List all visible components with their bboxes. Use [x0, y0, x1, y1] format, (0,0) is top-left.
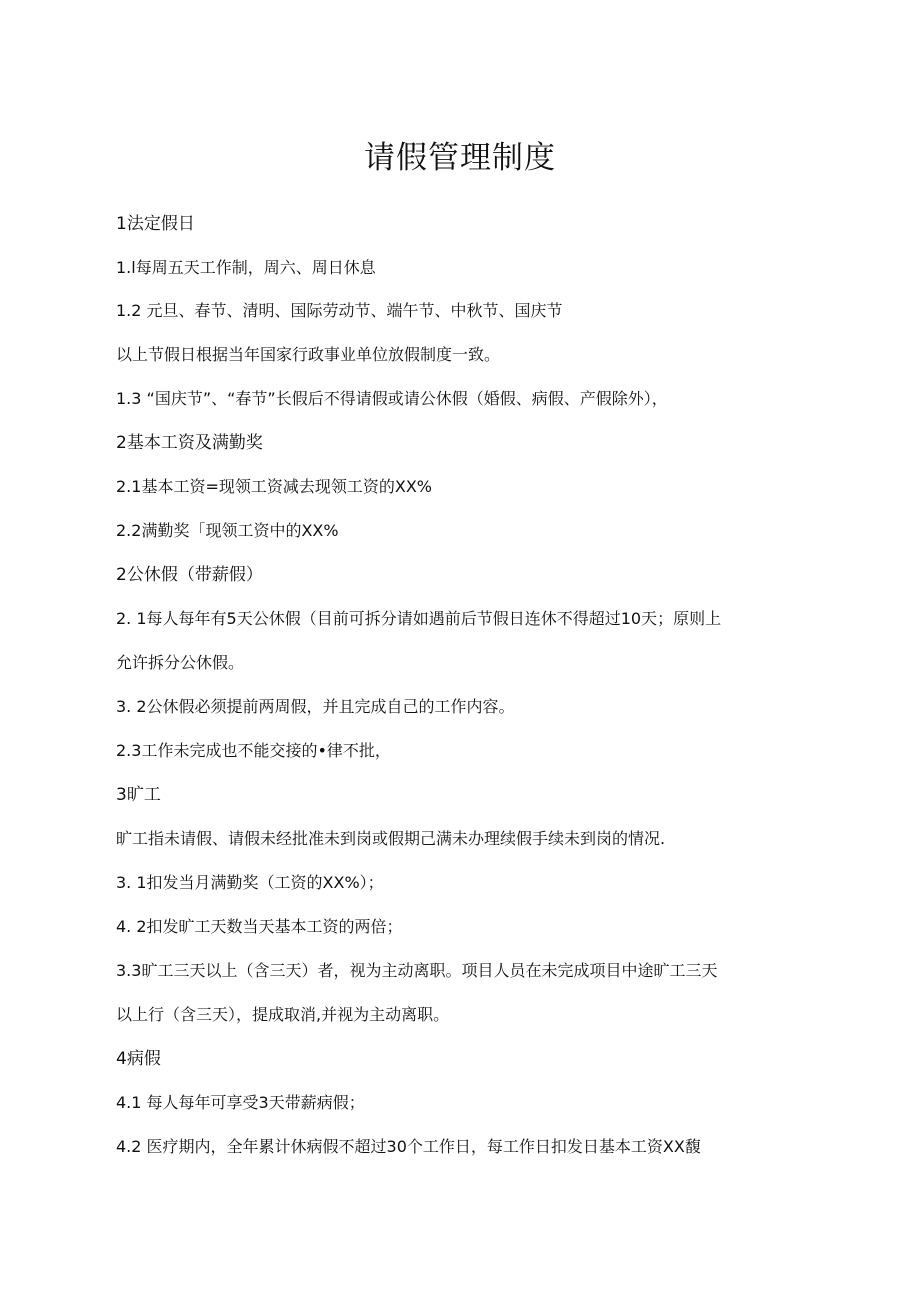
paragraph-absence-definition: 旷工指未请假、请假未经批准未到岗或假期己满未办理续假手续未到岗的情况. [116, 829, 666, 848]
paragraph-absence-2: 4. 2扣发旷工天数当天基本工资的两倍； [116, 917, 403, 936]
paragraph-paid-leave-1: 2. 1每人每年有5天公休假（目前可拆分请如遇前后节假日连休不得超过10天；原则上 [116, 609, 722, 628]
paragraph-2-3: 2.3工作未完成也不能交接的•律不批， [116, 741, 391, 760]
paragraph-1-1: 1.l每周五天工作制，周六、周日休息 [116, 258, 376, 277]
paragraph-2-1: 2.1基本工资=现领工资减去现领工资的XX% [116, 477, 432, 496]
paragraph-1-3: 1.3 “国庆节”、“春节”长假后不得请假或请公休假（婚假、病假、产假除外）， [116, 389, 668, 408]
paragraph-2-2: 2.2满勤奖「现领工资中的XX% [116, 521, 339, 540]
document-title: 请假管理制度 [364, 140, 556, 176]
section-heading-paid-leave: 2公休假（带薪假） [116, 565, 263, 585]
paragraph-holiday-note: 以上节假日根据当年国家行政事业单位放假制度一致。 [116, 345, 501, 364]
section-heading-holidays: 1法定假日 [116, 214, 195, 234]
paragraph-4-2: 4.2 医疗期内，全年累计休病假不超过30个工作日，每工作日扣发日基本工资XX馥 [116, 1137, 701, 1156]
paragraph-paid-leave-1-cont: 允许拆分公休假。 [116, 653, 245, 672]
section-heading-salary: 2基本工资及满勤奖 [116, 433, 263, 453]
paragraph-3-3: 3.3旷工三天以上（含三天）者，视为主动离职。项目人员在未完成项目中途旷工三天 [116, 961, 718, 980]
paragraph-4-1: 4.1 每人每年可享受3天带薪病假； [116, 1093, 365, 1112]
section-heading-absence: 3旷工 [116, 785, 161, 805]
section-heading-sick-leave: 4病假 [116, 1049, 161, 1069]
paragraph-absence-1: 3. 1扣发当月满勤奖（工资的XX%）； [116, 873, 384, 892]
paragraph-paid-leave-2: 3. 2公休假必须提前两周假，并且完成自己的工作内容。 [116, 697, 515, 716]
paragraph-1-2: 1.2 元旦、春节、清明、国际劳动节、端午节、中秋节、国庆节 [116, 301, 563, 320]
paragraph-3-3-cont: 以上行（含三天），提成取消,并视为主动离职。 [116, 1005, 450, 1024]
